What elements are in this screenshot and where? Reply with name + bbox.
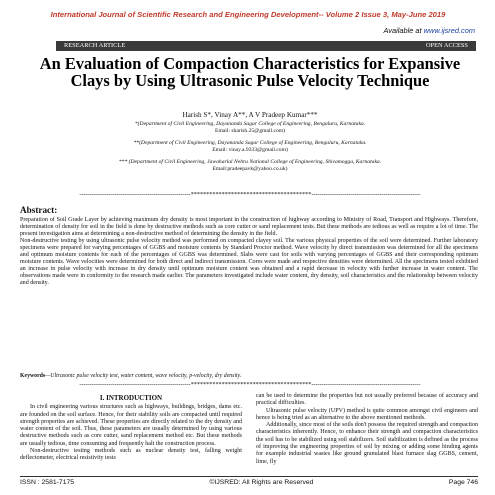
section-divider-top: ------------------------------------------------------***************************************-----------------------------------------------------: [79, 191, 421, 198]
affiliation-3: [30, 159, 470, 172]
abstract-paragraph: Non-destructive testing by using ultrasonic pulse velocity method was performed on compacted clayey soil. The various physical properties of the soil were determined. Further laboratory specimens were prepared for varying percentages of GGBS and moisture contents by Standard Proctor method. Wave velocity by direct transmission was determined for all the specimens and optimum moisture contents for each of the percentages of GGBS was determined. Slabs were cast for soils with varying percentages of GGBS and their corresponding optimum moisture contents. Wave velocities were determined for both direct and indirect transmission. Cores were made and respective densities were determined. All the specimens tested exhibited an increase in pulse velocity with increase in dry density until optimum moisture content was obtained and a rapid decrease in velocity with further increase in water content. The observations made were in conformity to the research made earlier. The parameters investigated include water content, dry density, soil characteristics and the relationship between velocity and density.: [20, 238, 478, 286]
author-list: Harish S*, Vinay A**, A V Pradeep Kumar***: [182, 111, 318, 119]
intro-paragraph: In civil engineering various structures such as highways, buildings, bridges, dams etc. are founded on the soil surface. Hence, for their stability soils are compacted until required strength properties are achieved. These properties are directly related to the dry density and water content of the soil. Thus, these parameters are usually determined by using various destructive methods such as core cutter, sand replacement method etc. But these methods are usually tedious, time consuming and frequently halt the construction process.: [20, 404, 242, 447]
issn-label: ISSN : 2581-7175: [20, 479, 75, 486]
affiliation-2-text: **(Department of Civil Engineering, Dayananda Sagar College of Engineering, Bengaluru, Karnataka.: [133, 140, 367, 146]
copyright-label: ©IJSRED: All Rights are Reserved: [209, 479, 314, 486]
keywords-line: [20, 373, 478, 379]
affiliation-2: [30, 140, 470, 153]
keywords-text: —Ultrasonic pulse velocity test, water content, wave velocity, p-velocity, dry density.: [45, 373, 242, 379]
affiliation-1-text: *(Department of Civil Engineering, Dayananda Sagar College of Engineering, Bengaluru, Karnataka.: [134, 121, 366, 127]
affiliation-1-email: Email: sharish.25@gmail.com): [215, 127, 285, 134]
left-column: [20, 393, 242, 463]
availability-line: [384, 26, 475, 35]
section-divider-bottom: ------------------------------------------------------***************************************-----------------------------------------------------: [79, 381, 421, 388]
right-column: [256, 393, 478, 466]
page-number: Page 746: [448, 479, 478, 486]
affiliation-1: [30, 121, 470, 134]
abstract-paragraph: Preparation of Soil Grade Layer by achieving maximum dry density is most important in the construction of highway according to Ministry of Road, Transport and Highways. Therefore, determination of density for soil in the field is done by destructive methods such as core cutter or sand replacement tests. But these methods are tedious as well as require a lot of time. The present investigation aims at determining a non-destructive method of determining the density in the field.: [20, 217, 478, 237]
journal-url-link[interactable]: www.ijsred.com: [423, 26, 475, 35]
intro-paragraph: Additionally, since most of the soils don't possess the required strength and compaction characteristics inherently. Hence, to enhance their strength and compaction characteristics the soil has to be stabilized using soil stabilizers. Soil stabilization is defined as the process of improving the engineering properties of soil by mixing or adding some binding agents for example industrial wastes like ground granulated blast furnace slag GGBS, cement, lime, fly: [256, 422, 478, 465]
affiliation-3-email: Email:pradeepavk@yahoo.co.uk): [212, 165, 288, 172]
intro-paragraph: Ultrasonic pulse velocity (UPV) method is quite common amongst civil engineers and hence is being tried as an alternative to the above mentioned methods.: [256, 407, 478, 421]
introduction-heading: I. INTRODUCTION: [99, 394, 163, 402]
journal-header: International Journal of Scientific Research and Engineering Development-- Volume 2 Issue 3, May-June 2019: [50, 10, 446, 19]
keywords-label: Keywords: [20, 373, 46, 379]
page-footer: [20, 476, 478, 486]
affiliation-2-email: Email: vinay.a.9333@gmail.com): [212, 146, 288, 153]
intro-paragraph: can be used to determine the properties but not usually preferred because of accuracy and practical difficulties.: [256, 393, 478, 407]
research-article-label: RESEARCH ARTICLE: [64, 42, 126, 49]
article-banner: [56, 41, 476, 51]
abstract-heading: Abstract:: [20, 205, 58, 215]
paper-title: An Evaluation of Compaction Characteristics for Expansive Clays by Using Ultrasonic Pulse Velocity Technique: [39, 54, 461, 90]
open-access-label: OPEN ACCESS: [425, 42, 468, 49]
intro-paragraph: Non-destructive testing methods such as nuclear density test, falling weight deflectometer, electrical resistivity tests: [20, 448, 242, 462]
available-prefix: Available at: [383, 26, 422, 35]
abstract-body: [20, 217, 478, 287]
affiliation-3-text: *** (Department of Civil Engineering, Jawaharlal Nehru National College of Engineering, Shivamogga, Karnataka.: [118, 159, 382, 165]
